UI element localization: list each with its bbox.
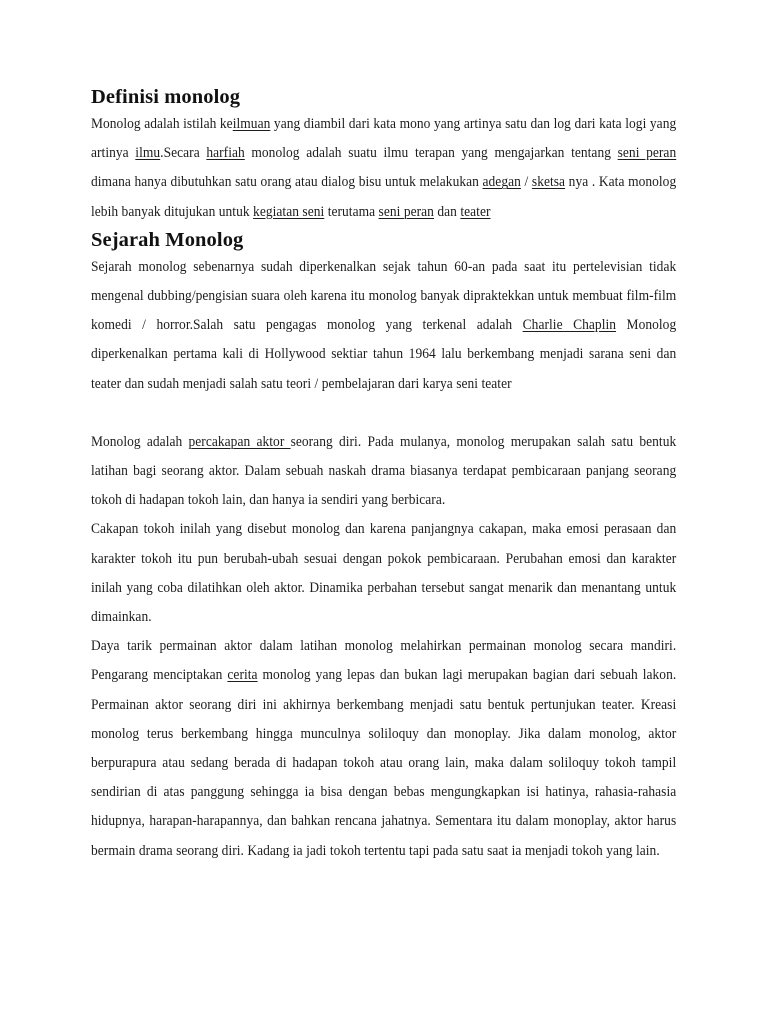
underlined-phrase: harfiah [206, 145, 245, 162]
underlined-phrase: teater [460, 203, 491, 220]
underlined-phrase: seni peran [378, 203, 434, 220]
underlined-phrase: Charlie Chaplin [522, 317, 617, 334]
document-content [91, 84, 676, 866]
section-heading-sejarah: Sejarah Monolog [91, 228, 244, 251]
underlined-phrase: cerita [227, 667, 258, 684]
underlined-phrase: ilmu [135, 145, 161, 162]
underlined-phrase: kegiatan seni [253, 203, 325, 220]
section-heading-definisi: Definisi monolog [91, 86, 241, 108]
underlined-phrase: percakapan aktor [188, 433, 291, 450]
underlined-phrase: sketsa [531, 174, 566, 191]
paragraph-sejarah-3: Cakapan tokoh inilah yang disebut monolog dan karena panjangnya cakapan, maka emosi perasaan dan karakter tokoh itu pun berubah-ubah sesuai dengan pokok pembicaraan. Perubahan emosi dan karakter inilah yang coba dilatihkan oleh aktor. Dinamika perbahan tersebut sangat menarik dan menantang untuk dimainkan. [91, 521, 677, 626]
underlined-phrase: seni peran [617, 145, 677, 162]
paragraph-sejarah-1: Sejarah monolog sebenarnya sudah diperkenalkan sejak tahun 60-an pada saat itu pertelevisian tidak mengenal dubbing/pengisian suara oleh karena itu monolog banyak dipraktekkan untuk membuat film-film komedi / horror.Salah satu pengagas monolog yang terkenal adalah Charlie Chaplin Monolog diperkenalkan pertama kali di Hollywood sektiar tahun 1964 lalu berkembang menjadi sarana seni dan teater dan sudah menjadi salah satu teori / pembelajaran dari karya seni teater [91, 258, 677, 392]
underlined-phrase: ilmuan [232, 116, 271, 132]
paragraph-definisi-1: Monolog adalah istilah keilmuan yang diambil dari kata mono yang artinya satu dan log dari kata logi yang artinya ilmu.Secara harfiah monolog adalah suatu ilmu terapan yang mengajarkan tentang seni peran dimana hanya dibutuhkan satu orang atau dialog bisu untuk melakukan adegan / sketsa nya . Kata monolog lebih banyak ditujukan untuk kegiatan seni terutama seni peran dan teater [91, 116, 677, 220]
paragraph-sejarah-2: Monolog adalah percakapan aktor seorang diri. Pada mulanya, monolog merupakan salah satu bentuk latihan bagi seorang aktor. Dalam sebuah naskah drama biasanya terdapat pembicaraan panjang seorang tokoh di hadapan tokoh lain, dan hanya ia sendiri yang berbicara. [91, 433, 677, 509]
paragraph-sejarah-4: Daya tarik permainan aktor dalam latihan monolog melahirkan permainan monolog secara mandiri. Pengarang menciptakan cerita monolog yang lepas dan bukan lagi merupakan bagian dari sebuah lakon. Permainan aktor seorang diri ini akhirnya berkembang menjadi satu bentuk pertunjukan teater. Kreasi monolog terus berkembang hingga munculnya soliloquy dan monoplay. Jika dalam monolog, aktor berpurapura atau sedang berada di hadapan tokoh atau orang lain, maka dalam soliloquy tokoh tampil sendirian di atas panggung sehingga ia bisa dengan bebas mengungkapkan isi hatinya, rahasia-rahasia hidupnya, harapan-harapannya, dan bahkan rencana jahatnya. Sementara itu dalam monoplay, aktor harus bermain drama seorang diri. Kadang ia jadi tokoh tertentu tapi pada satu saat ia menjadi tokoh yang lain. [91, 638, 677, 859]
underlined-phrase: adegan [482, 174, 521, 191]
